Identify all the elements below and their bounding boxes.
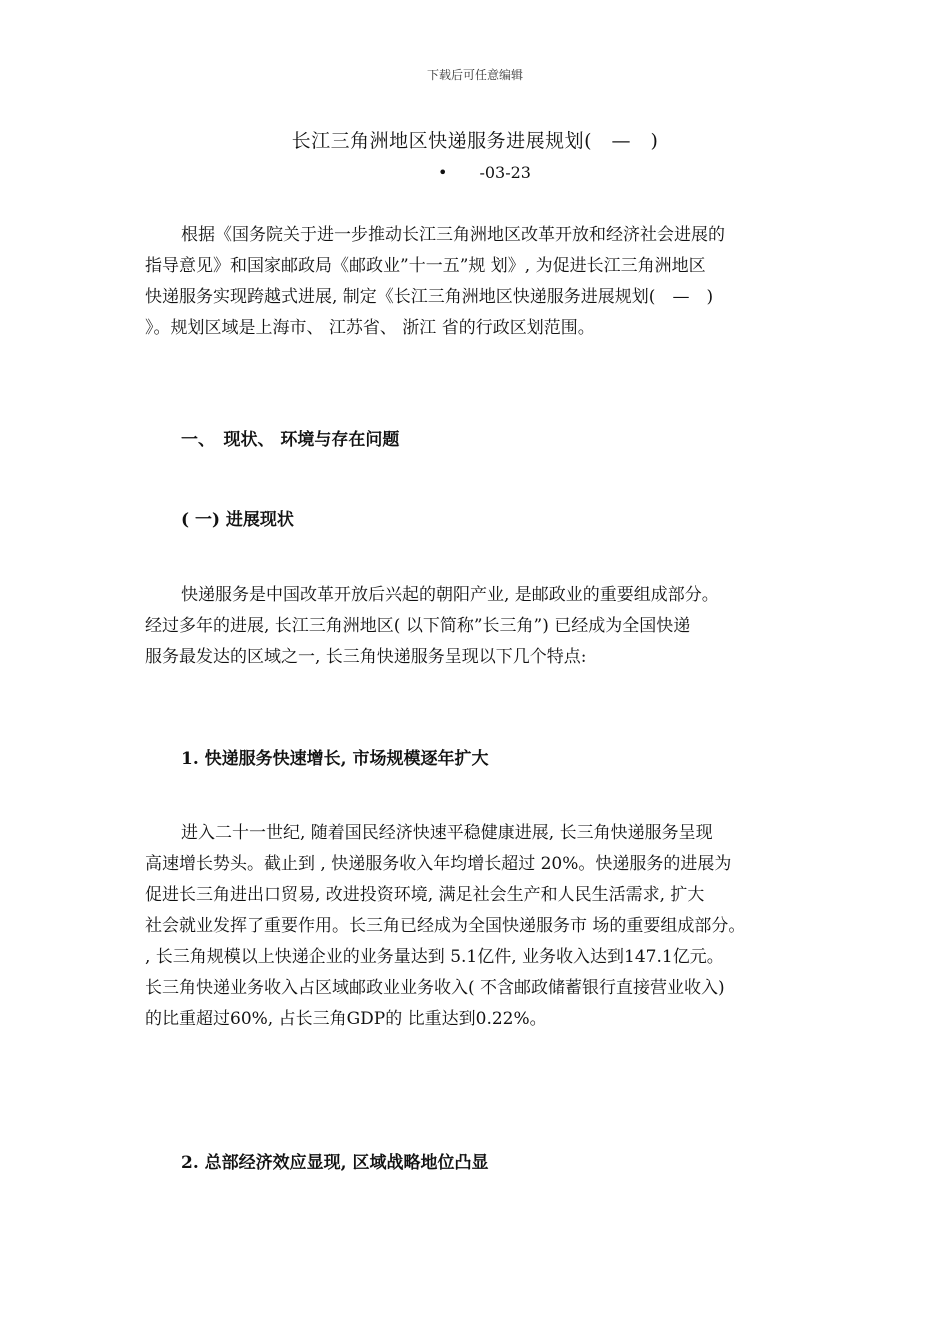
paragraph-line: 长三角快递业务收入占区域邮政业业务收入( 不含邮政储蓄银行直接营业收入) [145,978,725,998]
paragraph-line: 根据《国务院关于进一步推动长江三角洲地区改革开放和经济社会进展的 [181,225,725,245]
point-1-heading: 1. 快递服务快速增长, 市场规模逐年扩大 [181,749,489,769]
paragraph-line: 促进长三角进出口贸易, 改进投资环境, 满足社会生产和人民生活需求, 扩大 [145,885,705,905]
document-date [438,163,531,182]
status-paragraph [145,580,825,673]
paragraph-line: 社会就业发挥了重要作用。长三角已经成为全国快递服务市 场的重要组成部分。 [145,916,746,936]
paragraph-line: 》。规划区域是上海市、 江苏省、 浙江 省的行政区划范围。 [145,318,595,338]
paragraph-line: 的比重超过60%, 占长三角GDP的 比重达到0.22%。 [145,1009,547,1029]
paragraph-line: 快递服务实现跨越式进展, 制定《长江三角洲地区快递服务进展规划( — ) [145,287,714,307]
bullet-icon: • [438,163,448,182]
paragraph-line: 指导意见》和国家邮政局《邮政业”十一五”规 划》, 为促进长江三角洲地区 [145,256,706,276]
paragraph-line: 快递服务是中国改革开放后兴起的朝阳产业, 是邮政业的重要组成部分。 [181,585,719,605]
header-note: 下载后可任意编辑 [426,68,523,82]
paragraph-line: 进入二十一世纪, 随着国民经济快速平稳健康进展, 长三角快递服务呈现 [181,823,713,843]
paragraph-line: 高速增长势头。截止到 , 快递服务收入年均增长超过 20%。快递服务的进展为 [145,854,732,874]
document-title: 长江三角洲地区快递服务进展规划( — ) [291,130,659,152]
paragraph-line: 经过多年的进展, 长江三角洲地区( 以下简称”长三角”) 已经成为全国快递 [145,616,691,636]
subsection-heading: ( 一) 进展现状 [181,510,294,530]
point-1-paragraph [145,818,825,1035]
point-2-heading: 2. 总部经济效应显现, 区域战略地位凸显 [181,1153,489,1173]
date-text: -03-23 [479,163,531,182]
paragraph-line: 服务最发达的区域之一, 长三角快递服务呈现以下几个特点: [145,647,587,667]
intro-paragraph [145,220,825,344]
section-heading: 一、 现状、 环境与存在问题 [181,430,400,450]
paragraph-line: , 长三角规模以上快递企业的业务量达到 5.1亿件, 业务收入达到147.1亿元。 [145,947,724,967]
